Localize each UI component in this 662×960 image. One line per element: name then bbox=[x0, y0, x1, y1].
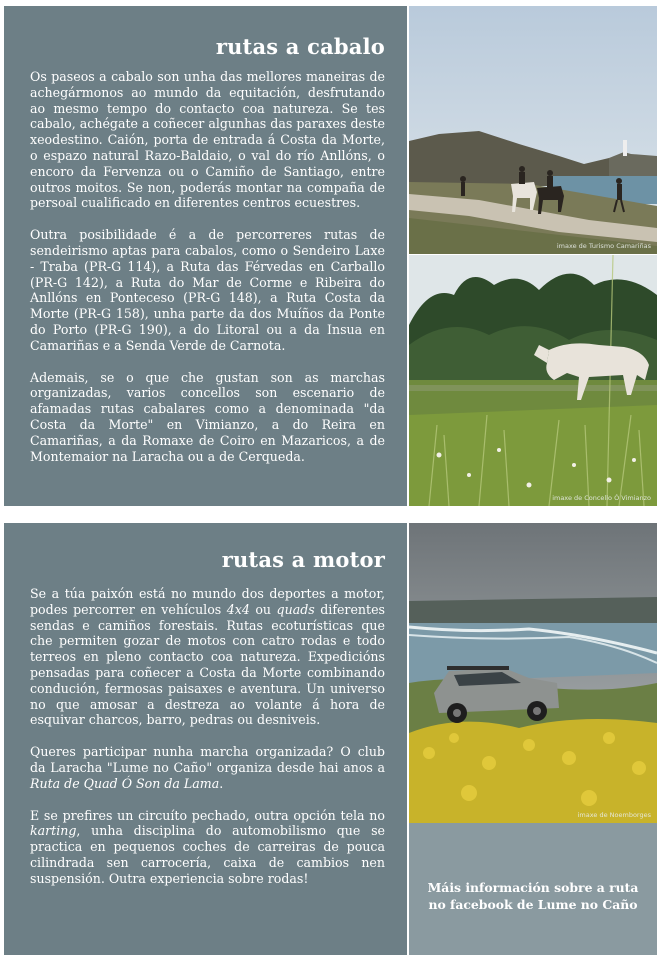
motor-routes-panel bbox=[4, 523, 407, 955]
motor-routes-paragraph-1: Se a túa paixón está no mundo dos deportes a motor, podes percorrer en vehículos 4x4 ou quads diferentes sendas e camiños forestais. Rutas ecoturísticas que che permiten gozar de motos con catro rodas e todo terreos en pleno contacto coa natureza. Expedicións pensadas para coñecer a Costa da Morte combinando condución, fermosas paisaxes e aventura. Un universo no que amosar a destreza ao volante á hora de esquivar charcos, barro, pedras ou desniveis. bbox=[30, 586, 385, 728]
motor-routes-paragraph-2: Queres participar nunha marcha organizada? O club da Laracha "Lume no Caño" organiza desde hai anos a Ruta de Quad Ó Son da Lama. bbox=[30, 744, 385, 791]
more-info-line-1: Máis información sobre a ruta bbox=[427, 880, 639, 895]
horse-routes-title: rutas a cabalo bbox=[215, 34, 385, 59]
offroad-car-photo bbox=[409, 523, 657, 823]
more-info-box bbox=[409, 823, 657, 955]
motor-routes-paragraph-3: E se prefires un circuíto pechado, outra opción tela no karting, unha disciplina do automobilismo que se practica en pequenos coches de carreiras de pouca cilindrada sen carrocería, caixa de cambios nen suspensión. Outra experiencia sobre rodas! bbox=[30, 807, 385, 886]
photo-credit-1: imaxe de Turismo Camariñas bbox=[556, 242, 651, 250]
horse-routes-paragraph-1: Os paseos a cabalo son unha das mellores maneiras de achegármonos ao mundo da equitación, desfrutando ao mesmo tempo do contacto coa natureza. Se tes cabalo, achégate a coñecer algunhas das paraxes deste xeodestino. Caión, porta de entrada á Costa da Morte, o espazo natural Razo-Baldaio, o val do río Anllóns, o encoro da Fervenza ou o Camiño de Santiago, entre outros moitos. Se non, poderás montar na compaña de persoal cualificado en diferentes centros ecuestres. bbox=[30, 69, 385, 211]
photo-credit-3: imaxe de Noemborges bbox=[577, 811, 651, 819]
white-horse-photo bbox=[409, 255, 657, 506]
horse-routes-paragraph-3: Ademais, se o que che gustan son as marchas organizadas, varios concellos son escenario de afamadas rutas cabalares como a denominada "da Costa da Morte" en Vimianzo, a do Reira en Camariñas, a da Romaxe de Coiro en Mazaricos, a de Montemaior na Laracha ou a de Cerqueda. bbox=[30, 369, 385, 464]
horse-routes-panel bbox=[4, 6, 407, 506]
motor-routes-title: rutas a motor bbox=[221, 547, 385, 572]
riders-coast-photo bbox=[409, 6, 657, 254]
photo-credit-2: imaxe de Concello Ó Vimianzo bbox=[552, 494, 651, 502]
horse-routes-paragraph-2: Outra posibilidade é a de percorreres rutas de sendeirismo aptas para cabalos, como o Sendeiro Laxe - Traba (PR-G 114), a Ruta das Férvedas en Carballo (PR-G 142), a Ruta do Mar de Corme e Ribeira do Anllóns en Ponteceso (PR-G 148), a Ruta Costa da Morte (PR-G 158), unha parte da dos Muíños da Ponte do Porto (PR-G 190), a do Litoral ou a da Insua en Camariñas e a Senda Verde de Carnota. bbox=[30, 227, 385, 353]
more-info-line-2: no facebook de Lume no Caño bbox=[428, 897, 638, 912]
